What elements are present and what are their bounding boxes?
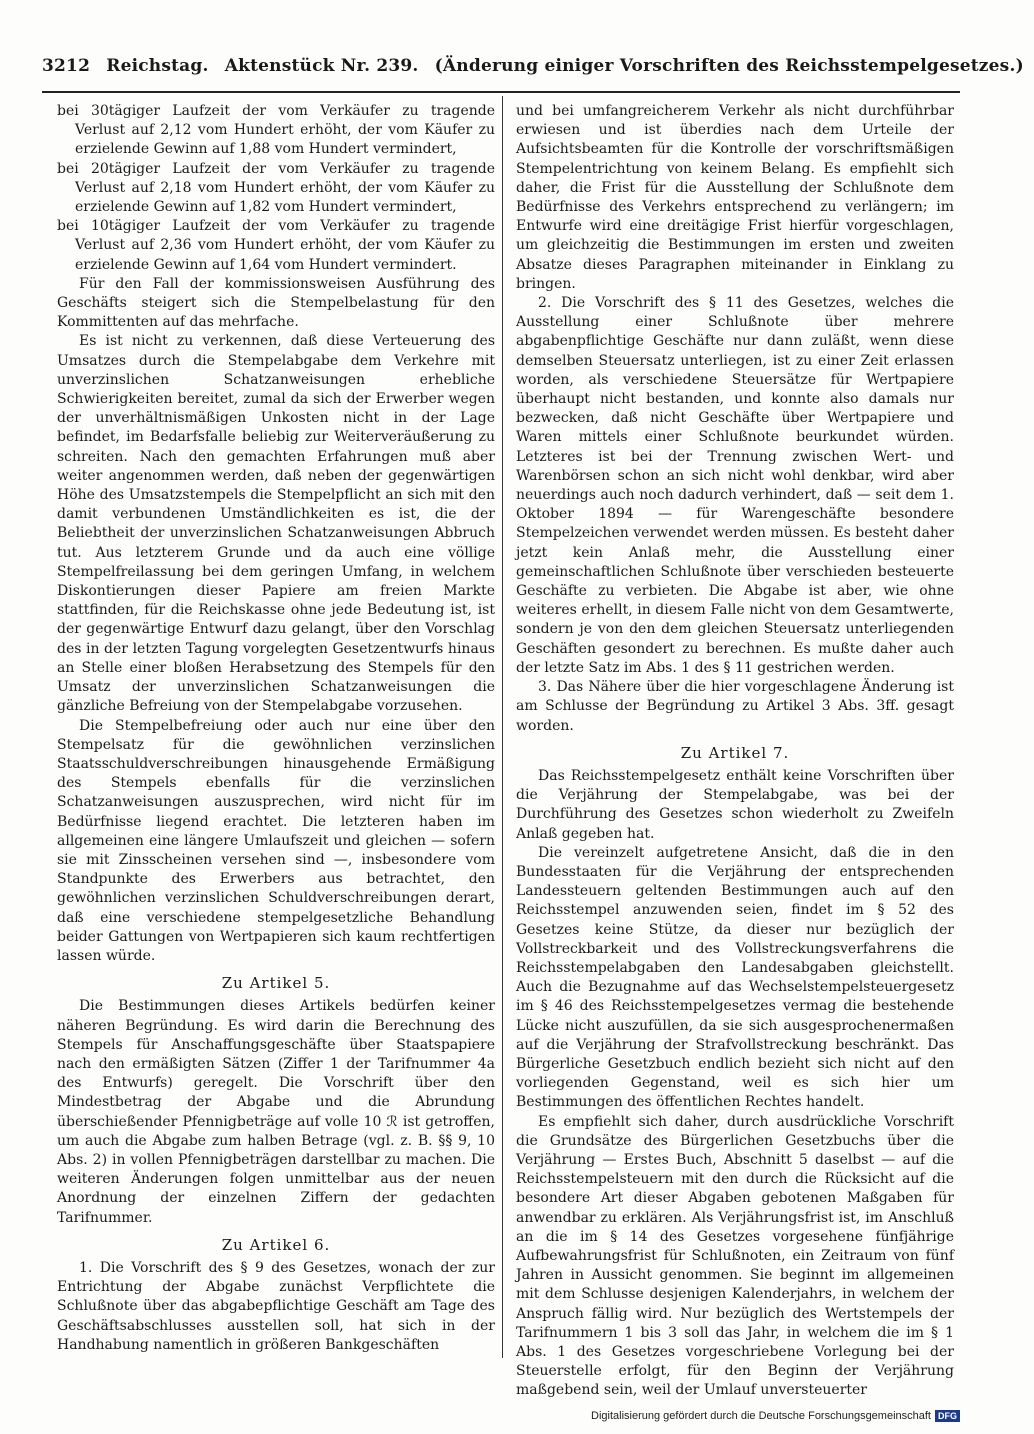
paragraph: 1. Die Vorschrift des § 9 des Gesetzes, wonach der zur Entrichtung der Abgabe zunächst Verpflichtete die Schlußnote über das abgabepflichtige Geschäft am Tage des Geschäftsabschlusses ausstellen soll, hat sich in der Handhabung namentlich in größeren Bankgeschäften <box>57 1259 495 1353</box>
page-number: 3212 <box>42 56 91 76</box>
left-column <box>57 102 495 1360</box>
section-heading-artikel-5: Zu Artikel 5. <box>221 974 331 993</box>
paragraph: 2. Die Vorschrift des § 11 des Gesetzes, welches die Ausstellung einer Schlußnote über mehrere abgabenpflichtige Geschäfte nur dann zuläßt, wenn diese demselben Steuersatz unterliegen, ist zu einer Zeit erlassen worden, als verschiedene Steuersätze für Wertpapiere überhaupt nicht bestanden, und konnte also damals nur bezwecken, daß nicht Geschäfte über Wertpapiere und Waren mittels einer Schlußnote beurkundet würden. Letzteres ist bei der Trennung zwischen Wert- und Warenbörsen schon an sich nicht wohl denkbar, wird aber neuerdings auch noch dadurch verhindert, daß — seit dem 1. Oktober 1894 — für Warengeschäfte besondere Stempelzeichen verwendet werden müssen. Es besteht daher jetzt kein Anlaß mehr, die Ausstellung einer gemeinschaftlichen Schlußnote über verschieden besteuerte Geschäfte zu verbieten. Die Abgabe ist aber, wie ohne weiteres erhellt, in diesem Falle nicht von dem Gesamtwerte, sondern je von den dem gleichen Steuersatz unterliegenden Geschäften gesondert zu berechnen. Es mußte daher auch der letzte Satz im Abs. 1 des § 11 gestrichen werden. <box>516 295 954 676</box>
header-rule <box>42 91 960 93</box>
paragraph: Es ist nicht zu verkennen, daß diese Verteuerung des Umsatzes durch die Stempelabgabe dem Verkehre mit unverzinslichen Schatzanweisungen erhebliche Schwierigkeiten bereitet, zumal da sich der Erwerber wegen der unverhältnismäßigen Unkosten nicht in der Lage befindet, im Bedarfsfalle beliebig zur Weiterveräußerung zu schreiten. Nach den gemachten Erfahrungen muß aber weiter angenommen werden, daß neben der gegenwärtigen Höhe des Umsatzstempels die Stempelpflicht an sich mit den damit verbundenen Umständlichkeiten es ist, die der Beliebtheit der unverzinslichen Schatzanweisungen Abbruch tut. Aus letzterem Grunde und da auch eine völlige Stempelfreilassung bei dem geringen Umfang, in welchem Diskontierungen dieser Papiere am freien Markte stattfinden, für die Reichskasse ohne jede Bedeutung ist, ist der gegenwärtige Entwurf dazu gelangt, über den Vorschlag des in der letzten Tagung vorgelegten Gesetzentwurfs hinaus an Stelle einer bloßen Herabsetzung des Stempels für den Umsatz der unverzinslichen Schatzanweisungen die gänzliche Befreiung von der Stempelabgabe vorzusehen. <box>57 333 495 715</box>
paragraph: Die vereinzelt aufgetretene Ansicht, daß die in den Bundesstaaten für die Verjährung der entsprechenden Landessteuern geltenden Bestimmungen auch auf den Reichsstempel anzuwenden seien, findet im § 52 des Gesetzes keine Stütze, da dieser nur bezüglich der Vollstreckbarkeit und des Vollstreckungsverfahrens die Reichsstempelabgaben den Landesabgaben gleichstellt. Auch die Bezugnahme auf das Wechselstempelsteuergesetz im § 46 des Reichsstempelgesetzes vermag die bestehende Lücke nicht auszufüllen, da sie sich ausgesprochenermaßen auf die Verjährung der Strafvollstreckung beschränkt. Das Bürgerliche Gesetzbuch endlich bezieht sich nicht auf den vorliegenden Gegenstand, weil es sich hier um Bestimmungen des öffentlichen Rechtes handelt. <box>516 844 954 1111</box>
paragraph: bei 10tägiger Laufzeit der vom Verkäufer zu tragende Verlust auf 2,36 vom Hundert erhöht, der vom Käufer zu erzielende Gewinn auf 1,64 vom Hundert vermindert. <box>57 218 495 273</box>
header-subject: (Änderung einiger Vorschriften des Reichsstempelgesetzes.) <box>434 56 1024 76</box>
paragraph: 3. Das Nähere über die hier vorgeschlagene Änderung ist am Schlusse der Begründung zu Artikel 3 Abs. 3ff. gesagt worden. <box>516 679 954 734</box>
section-heading-artikel-7: Zu Artikel 7. <box>680 743 790 762</box>
paragraph: Es empfiehlt sich daher, durch ausdrückliche Vorschrift die Grundsätze des Bürgerlichen Gesetzbuchs über die Verjährung — Erstes Buch, Abschnitt 5 daselbst — auf die Reichsstempelsteuern mit den durch die Rücksicht auf die besondere Art dieser Abgaben gebotenen Maßgaben für anwendbar zu erklären. Als Verjährungsfrist ist, im Anschluß an die im § 14 des Gesetzes vorgesehene fünfjährige Aufbewahrungsfrist für Schlußnoten, ein Zeitraum von fünf Jahren in Aussicht genommen. Sie beginnt im allgemeinen mit dem Schlusse desjenigen Kalenderjahrs, in welchem der Anspruch fällig wird. Nur bezüglich des Wertstempels der Tarifnummern 1 bis 3 soll das Jahr, in welchem die im § 1 Abs. 1 des Gesetzes vorgeschriebene Vorlegung bei der Steuerstelle erfolgt, für den Beginn der Verjährung maßgebend sein, weil der Umlauf unversteuerter <box>516 1113 954 1399</box>
digitization-footer <box>591 1410 960 1422</box>
section-heading-artikel-6: Zu Artikel 6. <box>221 1235 331 1254</box>
page-header <box>42 56 1024 76</box>
paragraph: Das Reichsstempelgesetz enthält keine Vorschriften über die Verjährung der Stempelabgabe, was bei der Durchführung des Gesetzes schon wiederholt zu Zweifeln Anlaß gegeben hat. <box>516 767 954 842</box>
right-column <box>516 102 954 1399</box>
header-reichstag: Reichstag. <box>106 56 209 76</box>
paragraph: Die Bestimmungen dieses Artikels bedürfen keiner näheren Begründung. Es wird darin die Berechnung des Stempels für Anschaffungsgeschäfte über Staatspapiere nach den ermäßigten Sätzen (Ziffer 1 der Tarifnummer 4a des Entwurfs) geregelt. Die Vorschrift über den Mindestbetrag der Abgabe und die Abrundung überschießender Pfennigbeträge auf volle 10 ℛ︀ ist getroffen, um auch die Abgabe zum halben Betrage (vgl. z. B. §§ 9, 10 Abs. 2) in vollen Pfennigbeträgen darstellbar zu machen. Die weiteren Änderungen folgen unmittelbar aus der neuen Anordnung der einzelnen Ziffern der gedachten Tarifnummer. <box>57 998 495 1226</box>
paragraph: und bei umfangreicherem Verkehr als nicht durchführbar erwiesen und ist überdies nach dem Urteile der Aufsichtsbeamten für die Kontrolle der vorschriftsmäßigen Stempelentrichtung von keinem Belang. Es empfiehlt sich daher, die Frist für die Ausstellung der Schlußnote dem Bedürfnisse des Verkehrs entsprechend zu verlängern; im Entwurfe wird eine dreitägige Frist hierfür vorgeschlagen, um gleichzeitig die Bestimmungen im ersten und zweiten Absatze dieses Paragraphen miteinander in Einklang zu bringen. <box>516 103 954 292</box>
paragraph: Die Stempelbefreiung oder auch nur eine über den Stempelsatz für die gewöhnlichen verzinslichen Staatsschuldverschreibungen hinausgehende Ermäßigung des Stempels ebenfalls für die verzinslichen Schatzanweisungen auszusprechen, wird nicht für im Bedürfnisse liegend erachtet. Die letzteren haben im allgemeinen eine längere Umlaufszeit und gleichen — sofern sie mit Zinsscheinen versehen sind —, insbesondere vom Standpunkte des Erwerbers aus betrachtet, den gewöhnlichen verzinslichen Schuldverschreibungen derart, daß eine verschiedene stempelgesetzliche Behandlung beider Gattungen von Wertpapieren sich kaum rechtfertigen lassen würde. <box>57 717 495 964</box>
paragraph: Für den Fall der kommissionsweisen Ausführung des Geschäfts steigert sich die Stempelbelastung für den Kommittenten auf das mehrfache. <box>57 275 495 331</box>
paragraph: bei 30tägiger Laufzeit der vom Verkäufer zu tragende Verlust auf 2,12 vom Hundert erhöht, der vom Käufer zu erzielende Gewinn auf 1,88 vom Hundert vermindert, <box>57 103 495 158</box>
footer-text: Digitalisierung gefördert durch die Deutsche Forschungsgemeinschaft <box>591 1410 931 1422</box>
paragraph: bei 20tägiger Laufzeit der vom Verkäufer zu tragende Verlust auf 2,18 vom Hundert erhöht, der vom Käufer zu erzielende Gewinn auf 1,82 vom Hundert vermindert, <box>57 160 495 216</box>
column-divider <box>502 96 503 1358</box>
header-aktenstueck: Aktenstück Nr. 239. <box>224 56 419 76</box>
dfg-logo: DFG <box>935 1410 960 1422</box>
